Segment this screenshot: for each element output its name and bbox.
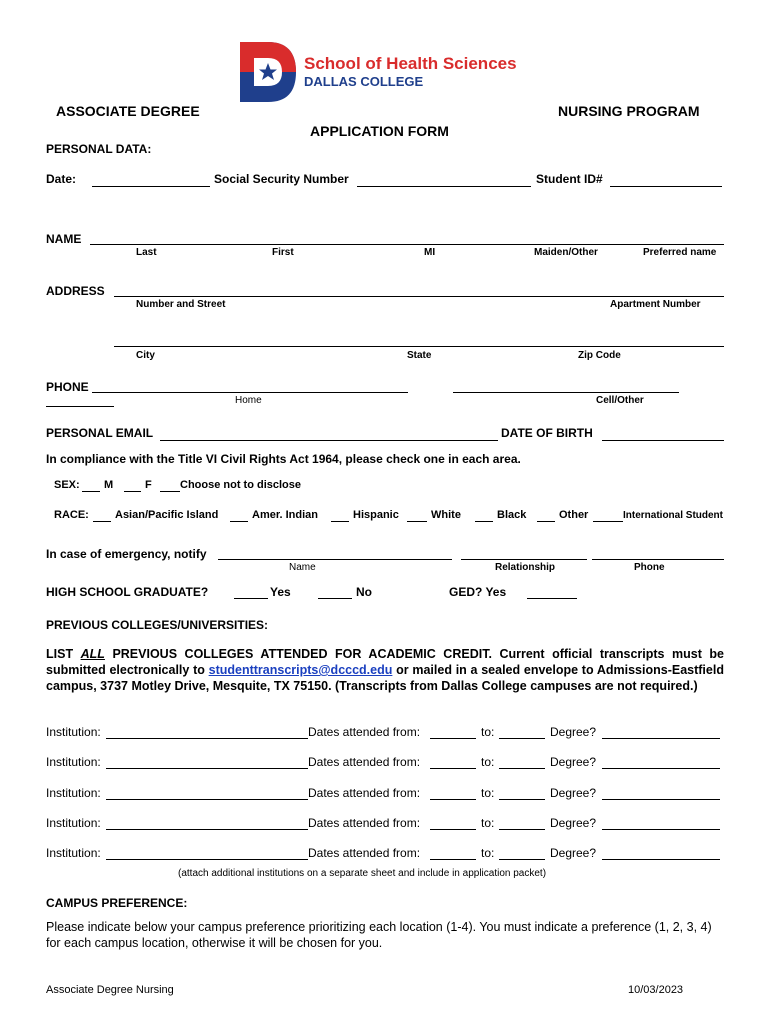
- emergency-phone-field[interactable]: [592, 559, 724, 560]
- phone-cell-field[interactable]: [453, 392, 679, 393]
- degree-label: Degree?: [550, 755, 597, 769]
- race-hispanic-checkbox[interactable]: [331, 521, 349, 522]
- ssn-field[interactable]: [357, 186, 531, 187]
- race-white-checkbox[interactable]: [407, 521, 427, 522]
- emergency-sub-relationship: Relationship: [495, 562, 556, 573]
- dates-from-field[interactable]: [430, 799, 476, 800]
- address-sub-city: City: [136, 350, 155, 361]
- phone-label: PHONE: [46, 380, 89, 394]
- race-black-checkbox[interactable]: [475, 521, 493, 522]
- previous-colleges-instructions: [46, 646, 724, 694]
- date-label: Date:: [46, 172, 77, 186]
- footer-left: Associate Degree Nursing: [46, 984, 174, 996]
- degree-label: Degree?: [550, 846, 597, 860]
- campus-instructions: Please indicate below your campus preference prioritizing each location (1-4). You must indicate a preference (1, 2, 3, 4) for each campus location, otherwise it will be chosen for you.: [46, 920, 712, 950]
- sex-choose-label: Choose not to disclose: [180, 479, 302, 491]
- race-international-checkbox[interactable]: [593, 521, 623, 522]
- address-sub-state: State: [407, 350, 432, 361]
- transcripts-email-link[interactable]: studenttranscripts@dcccd.edu: [208, 663, 393, 677]
- sex-m-checkbox[interactable]: [82, 491, 100, 492]
- ged-yes-field[interactable]: [527, 598, 577, 599]
- name-sub-maiden: Maiden/Other: [534, 247, 598, 258]
- dates-to-field[interactable]: [499, 829, 545, 830]
- ged-label: GED? Yes: [449, 585, 507, 599]
- name-field[interactable]: [90, 244, 724, 245]
- to-label: to:: [481, 725, 495, 739]
- dates-label: Dates attended from:: [308, 816, 421, 830]
- emergency-sub-phone: Phone: [634, 562, 665, 573]
- degree-label: Degree?: [550, 725, 597, 739]
- attach-note: (attach additional institutions on a separate sheet and include in application packet): [178, 868, 547, 879]
- email-label: PERSONAL EMAIL: [46, 426, 154, 440]
- phone-extra-field[interactable]: [46, 406, 114, 407]
- dates-label: Dates attended from:: [308, 846, 421, 860]
- emergency-relationship-field[interactable]: [461, 559, 587, 560]
- race-amer-indian-label: Amer. Indian: [252, 509, 319, 521]
- to-label: to:: [481, 755, 495, 769]
- degree-field[interactable]: [602, 829, 720, 830]
- institution-label: Institution:: [46, 846, 101, 860]
- high-school-no-label: No: [356, 585, 372, 599]
- logo: [238, 40, 538, 106]
- institution-field[interactable]: [106, 738, 308, 739]
- institution-field[interactable]: [106, 768, 308, 769]
- sex-m-label: M: [104, 479, 114, 491]
- dates-to-field[interactable]: [499, 859, 545, 860]
- email-field[interactable]: [160, 440, 498, 441]
- dates-label: Dates attended from:: [308, 725, 421, 739]
- address-city-field[interactable]: [114, 346, 724, 347]
- date-field[interactable]: [92, 186, 210, 187]
- student-id-field[interactable]: [610, 186, 722, 187]
- name-sub-first: First: [272, 247, 294, 258]
- emergency-sub-name: Name: [289, 562, 316, 573]
- race-label: RACE:: [54, 509, 89, 521]
- to-label: to:: [481, 816, 495, 830]
- footer-right: 10/03/2023: [628, 984, 684, 996]
- campus-heading: CAMPUS PREFERENCE:: [46, 896, 188, 910]
- personal-data-heading: PERSONAL DATA:: [46, 142, 152, 156]
- emergency-label: In case of emergency, notify: [46, 547, 207, 561]
- race-asian-label: Asian/Pacific Island: [115, 509, 219, 521]
- high-school-label: HIGH SCHOOL GRADUATE?: [46, 585, 209, 599]
- race-international-label: International Student: [623, 510, 723, 521]
- race-white-label: White: [431, 509, 461, 521]
- to-label: to:: [481, 786, 495, 800]
- degree-field[interactable]: [602, 768, 720, 769]
- institution-field[interactable]: [106, 829, 308, 830]
- dob-field[interactable]: [602, 440, 724, 441]
- dallas-college-d-icon: [238, 40, 298, 104]
- high-school-yes-label: Yes: [270, 585, 291, 599]
- institution-label: Institution:: [46, 816, 101, 830]
- name-label: NAME: [46, 232, 82, 246]
- ssn-label: Social Security Number: [214, 172, 349, 186]
- compliance-text: In compliance with the Title VI Civil Rights Act 1964, please check one in each area.: [46, 452, 521, 466]
- race-hispanic-label: Hispanic: [353, 509, 399, 521]
- phone-home-field[interactable]: [92, 392, 408, 393]
- institution-field[interactable]: [106, 799, 308, 800]
- institution-label: Institution:: [46, 786, 101, 800]
- address-label: ADDRESS: [46, 284, 105, 298]
- sex-f-checkbox[interactable]: [124, 491, 141, 492]
- race-black-label: Black: [497, 509, 527, 521]
- list-word: LIST: [46, 647, 74, 661]
- student-id-label: Student ID#: [536, 172, 603, 186]
- instructions-part2: or mailed in a sealed envelope to Admissions-Eastfield campus, 3737 Motley Drive, Mesquite, TX 75150. (Transcripts from Dallas College campuses are not required.): [46, 663, 724, 693]
- header-right: NURSING PROGRAM: [558, 103, 700, 119]
- address-sub-apartment: Apartment Number: [610, 299, 701, 310]
- dates-to-field[interactable]: [499, 738, 545, 739]
- race-other-checkbox[interactable]: [537, 521, 555, 522]
- degree-field[interactable]: [602, 859, 720, 860]
- dates-from-field[interactable]: [430, 859, 476, 860]
- name-sub-preferred: Preferred name: [643, 247, 717, 258]
- degree-label: Degree?: [550, 786, 597, 800]
- sex-choose-checkbox[interactable]: [160, 491, 180, 492]
- dates-from-field[interactable]: [430, 768, 476, 769]
- institution-field[interactable]: [106, 859, 308, 860]
- name-sub-last: Last: [136, 247, 157, 258]
- race-asian-checkbox[interactable]: [93, 521, 111, 522]
- sex-f-label: F: [145, 479, 152, 491]
- previous-colleges-heading: PREVIOUS COLLEGES/UNIVERSITIES:: [46, 618, 269, 632]
- header-center: APPLICATION FORM: [310, 123, 449, 139]
- institution-label: Institution:: [46, 755, 101, 769]
- dates-label: Dates attended from:: [308, 755, 421, 769]
- degree-field[interactable]: [602, 738, 720, 739]
- dob-label: DATE OF BIRTH: [501, 426, 593, 440]
- dates-to-field[interactable]: [499, 768, 545, 769]
- dates-to-field[interactable]: [499, 799, 545, 800]
- logo-subtitle: DALLAS COLLEGE: [304, 74, 424, 89]
- phone-sub-home: Home: [235, 395, 262, 406]
- high-school-no-field[interactable]: [318, 598, 352, 599]
- emergency-name-field[interactable]: [218, 559, 452, 560]
- race-amer-indian-checkbox[interactable]: [230, 521, 248, 522]
- address-sub-zip: Zip Code: [578, 350, 621, 361]
- dates-from-field[interactable]: [430, 738, 476, 739]
- instructions-part1: PREVIOUS COLLEGES ATTENDED FOR ACADEMIC CREDIT. Current official transcripts must be submitted electronically to: [46, 647, 724, 677]
- dates-label: Dates attended from:: [308, 786, 421, 800]
- sex-label: SEX:: [54, 479, 80, 491]
- logo-title: School of Health Sciences: [304, 54, 517, 73]
- high-school-yes-field[interactable]: [234, 598, 268, 599]
- phone-sub-cell: Cell/Other: [596, 395, 644, 406]
- institution-label: Institution:: [46, 725, 101, 739]
- all-word: ALL: [80, 647, 105, 661]
- header-left: ASSOCIATE DEGREE: [56, 103, 200, 119]
- name-sub-mi: MI: [424, 247, 436, 258]
- to-label: to:: [481, 846, 495, 860]
- address-street-field[interactable]: [114, 296, 724, 297]
- race-other-label: Other: [559, 509, 589, 521]
- address-sub-street: Number and Street: [136, 299, 226, 310]
- degree-label: Degree?: [550, 816, 597, 830]
- degree-field[interactable]: [602, 799, 720, 800]
- dates-from-field[interactable]: [430, 829, 476, 830]
